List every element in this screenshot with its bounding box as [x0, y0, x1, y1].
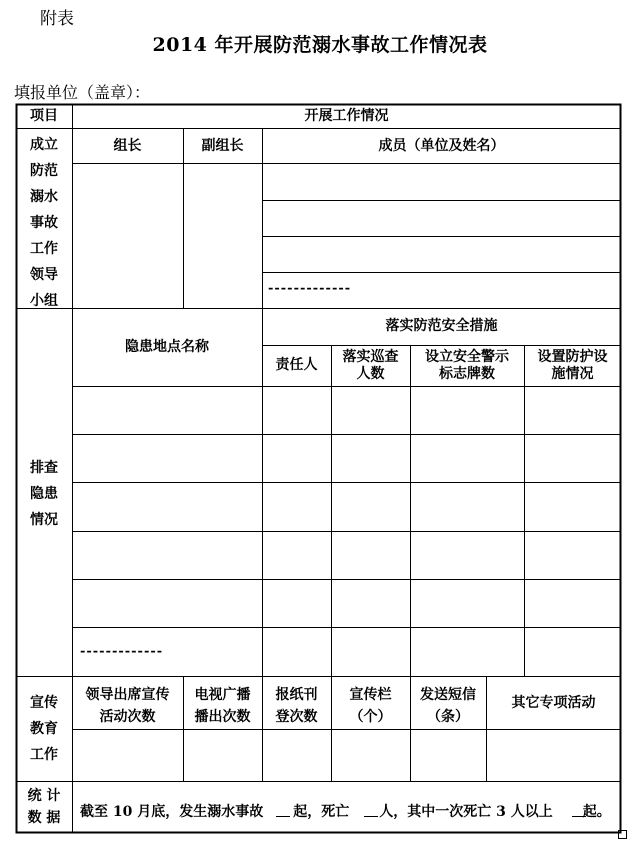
leader-header: 组长 — [113, 138, 142, 154]
stats-text-a: 截至 10 月底，发生溺水事故 — [80, 804, 264, 820]
publicity-label-line: 教育 — [30, 721, 58, 737]
leader-events-header-line: 领导出席宣传 — [85, 687, 170, 703]
group-section-label — [24, 132, 64, 314]
publicity-section-label — [24, 690, 64, 768]
responsible-header: 责任人 — [275, 357, 318, 373]
patrol-header-line: 落实巡查 — [342, 349, 399, 365]
hazards-label-line: 排查 — [30, 460, 58, 476]
other-activities-header: 其它专项活动 — [511, 695, 596, 711]
col-work-header: 开展工作情况 — [304, 108, 389, 124]
tv-header — [183, 684, 262, 728]
unit-label: 填报单位（盖章）： — [14, 83, 151, 102]
group-label-line: 事故 — [30, 215, 58, 231]
stats-text-c: 人，其中一次死亡 3 人以上 — [379, 804, 553, 820]
signs-header — [410, 349, 524, 383]
newspaper-header-line: 报纸刊 — [275, 687, 318, 703]
stats-label-line: 统 计 — [27, 788, 61, 804]
group-label-line: 成立 — [30, 137, 58, 153]
stats-text-b: 起，死亡 — [293, 804, 350, 820]
stats-section-label — [16, 785, 72, 829]
column-header-line: （个） — [349, 709, 392, 725]
hazards-label-line: 隐患 — [30, 486, 58, 502]
members-header: 成员（单位及姓名） — [378, 138, 505, 154]
attachment-label: 附表 — [40, 9, 74, 29]
group-label-line: 小组 — [30, 293, 58, 309]
protection-header — [524, 349, 621, 383]
sms-header-line: 发送短信 — [420, 687, 476, 703]
hazards-ellipsis: ------------- — [80, 644, 164, 659]
paragraph-mark — [618, 830, 627, 839]
stats-text-d: 起。 — [582, 804, 611, 820]
page-title: 2014 年开展防范溺水事故工作情况表 — [152, 34, 488, 56]
column-header — [331, 684, 410, 728]
group-label-line: 领导 — [30, 267, 58, 283]
protection-header-line: 设置防护设 — [537, 349, 608, 365]
stats-label-line: 数 据 — [27, 810, 61, 826]
signs-header-line: 标志牌数 — [439, 366, 495, 382]
publicity-label-line: 工作 — [30, 747, 58, 763]
publicity-label-line: 宣传 — [30, 695, 58, 711]
stats-sentence — [80, 801, 611, 821]
patrol-header-line: 人数 — [356, 366, 385, 382]
tv-header-line: 电视广播 — [194, 687, 251, 703]
hazards-label-line: 情况 — [30, 512, 58, 528]
newspaper-header — [262, 684, 331, 728]
group-label-line: 溺水 — [30, 189, 58, 205]
sms-header — [410, 684, 486, 728]
leader-events-header — [72, 684, 183, 728]
col-item-header: 项目 — [30, 108, 58, 124]
newspaper-header-line: 登次数 — [275, 709, 318, 725]
column-header-line: 宣传栏 — [349, 687, 392, 703]
group-label-line: 工作 — [30, 241, 58, 257]
tv-header-line: 播出次数 — [194, 709, 251, 725]
members-ellipsis: ------------- — [268, 281, 352, 296]
leader-events-header-line: 活动次数 — [99, 709, 156, 725]
measures-header: 落实防范安全措施 — [385, 318, 498, 334]
group-label-line: 防范 — [30, 163, 58, 179]
hazards-section-label — [24, 455, 64, 533]
protection-header-line: 施情况 — [551, 366, 594, 382]
place-name-header: 隐患地点名称 — [125, 339, 209, 355]
sms-header-line: （条） — [427, 709, 469, 725]
deputy-leader-header: 副组长 — [201, 138, 244, 154]
patrol-header — [331, 349, 410, 383]
signs-header-line: 设立安全警示 — [425, 349, 509, 365]
